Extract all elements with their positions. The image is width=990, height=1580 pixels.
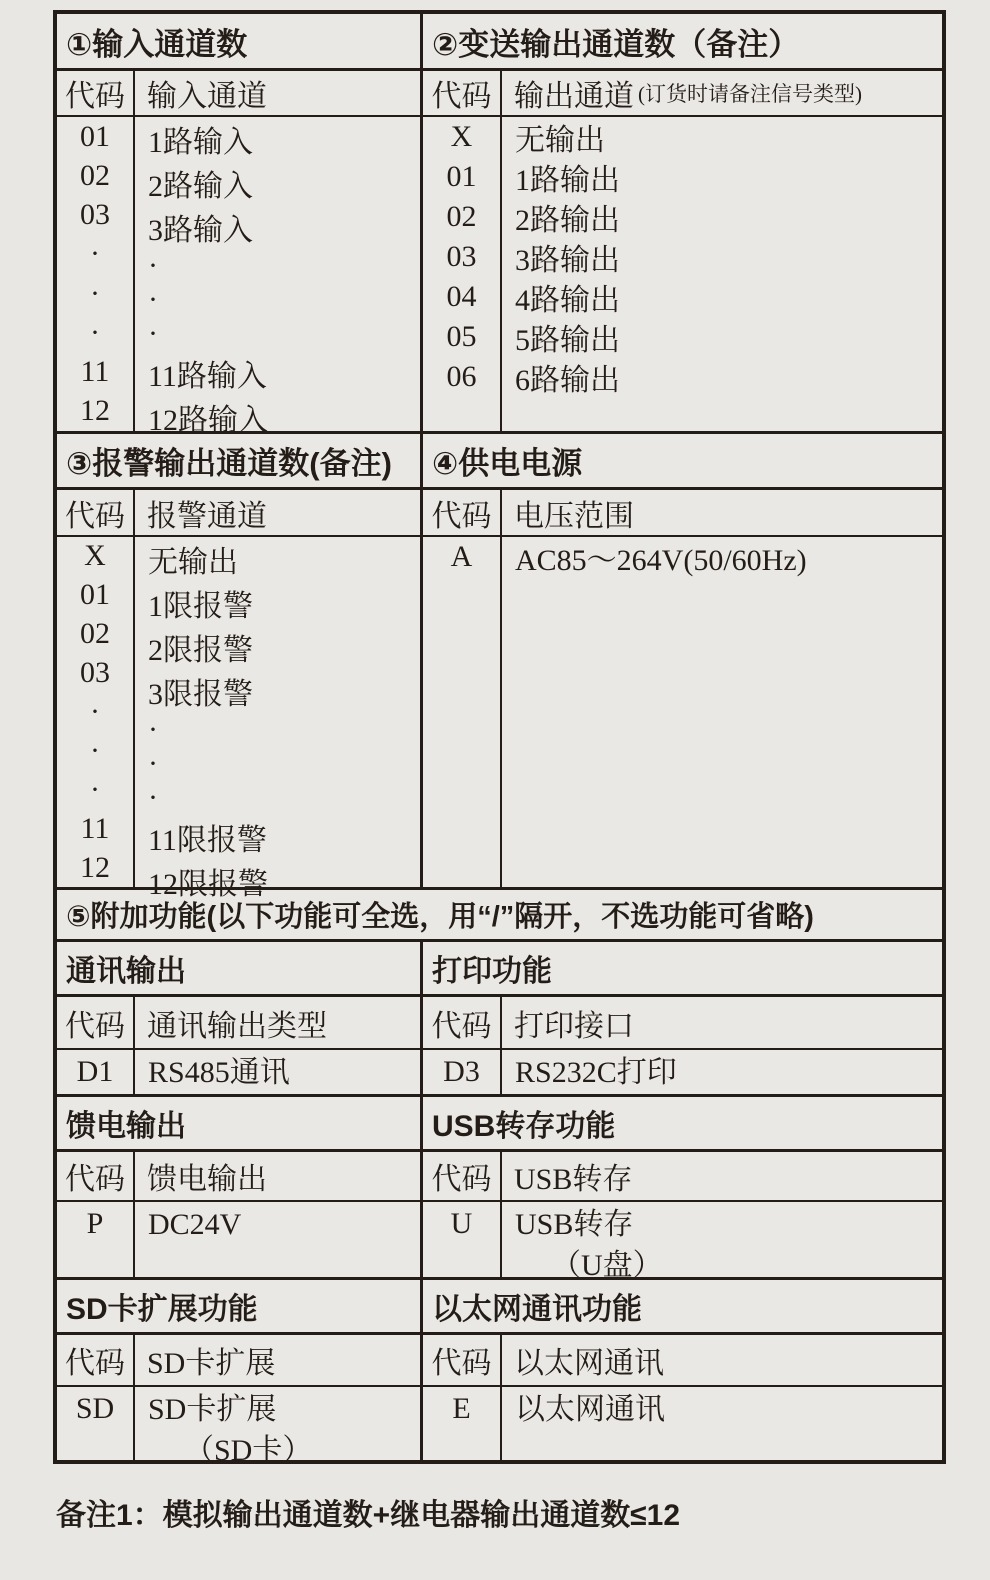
code-column-header: 代码 [57, 1152, 135, 1200]
table-cell: 1路输入 [148, 126, 253, 159]
band3-subtitle-row [57, 1280, 942, 1335]
table-cell: 6路输出 [515, 364, 620, 397]
table-cell: 无输出 [515, 124, 605, 157]
output-code-column [423, 117, 502, 431]
table-cell: 02 [446, 200, 477, 233]
output-value-column [502, 117, 942, 431]
band2-header-row [57, 1152, 942, 1202]
table-cell: （SD卡） [184, 1434, 313, 1467]
table-cell: 03 [80, 198, 110, 232]
table-cell: SD卡扩展 [148, 1393, 277, 1426]
print-function-subtitle: 打印功能 [432, 955, 552, 988]
table-cell: AC85～264V(50/60Hz) [515, 544, 807, 577]
table-cell: D1 [76, 1055, 114, 1088]
code-column-header: 代码 [423, 997, 502, 1048]
table-cell: 1限报警 [148, 590, 253, 623]
ethernet-subtitle: 以太网通讯功能 [432, 1293, 642, 1326]
table-cell: · [148, 713, 158, 746]
table-cell: 11 [80, 811, 110, 845]
table-cell: 12 [80, 394, 110, 428]
table-cell: 2限报警 [148, 634, 253, 667]
usb-dump-header: USB转存 [514, 1163, 633, 1196]
table-cell: RS485通讯 [148, 1056, 290, 1089]
band1-header-row [57, 997, 942, 1050]
table-cell: · [90, 276, 100, 310]
table-cell: 04 [446, 280, 477, 313]
table-cell: · [148, 283, 158, 316]
power-value-column [502, 537, 942, 887]
table-cell: 01 [80, 119, 110, 153]
table-cell: 无输出 [148, 546, 238, 579]
table-cell: · [90, 772, 100, 806]
section2-data-row [57, 537, 942, 901]
alarm-channel-column-header: 报警通道 [147, 499, 267, 533]
code-column-header: 代码 [57, 997, 135, 1048]
comm-output-subtitle: 通讯输出 [66, 955, 186, 988]
section1-left-title-cell [57, 14, 423, 68]
table-cell: 02 [80, 158, 110, 192]
code-column-header: 代码 [57, 490, 135, 535]
table-cell: 以太网通讯 [515, 1393, 665, 1426]
table-cell: 3路输出 [515, 244, 620, 277]
table-cell: 01 [80, 578, 110, 612]
code-column-header: 代码 [423, 1152, 502, 1200]
table-cell: USB转存 [515, 1208, 634, 1241]
table-cell: 03 [446, 240, 477, 273]
table-cell: 12 [80, 850, 110, 884]
table-cell: 03 [80, 656, 110, 690]
table-cell: DC24V [148, 1208, 242, 1241]
table-cell: 12路输入 [148, 404, 268, 437]
table-cell: 11 [80, 355, 110, 389]
alarm-value-column [135, 537, 420, 901]
alarm-code-column [57, 537, 135, 887]
code-column-header: 代码 [57, 1335, 135, 1385]
table-cell: 1路输出 [515, 164, 620, 197]
table-cell: 02 [80, 617, 110, 651]
table-cell: · [90, 733, 100, 767]
sd-card-subtitle: SD卡扩展功能 [66, 1293, 258, 1326]
section5-title-row [57, 890, 942, 942]
table-cell: · [148, 249, 158, 282]
power-code-column [423, 537, 502, 887]
print-interface-header: 打印接口 [514, 1009, 634, 1043]
feed-output-header: 馈电输出 [147, 1163, 267, 1196]
section1-title-row [57, 14, 942, 71]
usb-dump-subtitle: USB转存功能 [432, 1110, 616, 1143]
input-channel-column-header: 输入通道 [147, 80, 267, 113]
table-cell: · [148, 747, 158, 780]
feed-output-subtitle: 馈电输出 [66, 1110, 186, 1143]
voltage-range-column-header: 电压范围 [514, 499, 634, 533]
table-cell: 2路输入 [148, 170, 253, 203]
output-channel-column-header: 输出通道 [514, 80, 634, 113]
table-cell: 12限报警 [148, 868, 268, 901]
table-cell: X [450, 120, 473, 153]
input-value-column [135, 117, 420, 437]
code-column-header: 代码 [423, 1335, 502, 1385]
table-cell: 2路输出 [515, 204, 620, 237]
band1-subtitle-row [57, 942, 942, 997]
band3-data-row [57, 1387, 942, 1467]
transmit-output-title: ②变送输出通道数（备注） [432, 26, 800, 62]
table-cell: · [148, 317, 158, 350]
band2-data-row [57, 1202, 942, 1280]
code-column-header: 代码 [57, 71, 135, 115]
alarm-output-title: ③报警输出通道数(备注) [66, 446, 392, 481]
table-cell: P [86, 1207, 104, 1240]
table-cell: RS232C打印 [515, 1056, 677, 1089]
input-code-column [57, 117, 135, 431]
ordering-spec-table [53, 10, 946, 1467]
code-column-header: 代码 [423, 490, 502, 535]
table-cell: 11限报警 [148, 824, 267, 857]
input-channels-title: ①输入通道数 [66, 26, 248, 62]
section2-header-row [57, 490, 942, 537]
table-cell: U [450, 1207, 473, 1240]
table-cell: A [450, 540, 473, 573]
table-cell: 4路输出 [515, 284, 620, 317]
section1-header-row [57, 71, 942, 117]
additional-functions-title: ⑤附加功能(以下功能可全选，用“/”隔开，不选功能可省略) [66, 901, 814, 933]
table-cell: D3 [443, 1055, 480, 1088]
ethernet-header: 以太网通讯 [514, 1347, 664, 1380]
table-cell: 06 [446, 360, 477, 393]
power-supply-title: ④供电电源 [432, 446, 583, 481]
comm-output-type-header: 通讯输出类型 [147, 1009, 327, 1043]
footnote-remark1: 备注1：模拟输出通道数+继电器输出通道数≤12 [56, 1499, 681, 1532]
table-cell: 5路输出 [515, 324, 620, 357]
table-cell: 3限报警 [148, 678, 253, 711]
table-cell: SD [75, 1392, 115, 1425]
table-cell: 05 [446, 320, 477, 353]
band2-subtitle-row [57, 1097, 942, 1152]
table-cell: 11路输入 [148, 360, 267, 393]
section2-title-row [57, 434, 942, 490]
section1-right-title-cell [423, 14, 942, 68]
table-cell: · [148, 781, 158, 814]
code-column-header: 代码 [423, 71, 502, 115]
table-cell: 01 [446, 160, 477, 193]
table-cell: X [84, 539, 106, 573]
table-cell: E [452, 1392, 471, 1425]
table-cell: （U盘） [551, 1249, 663, 1282]
output-channel-header-note: (订货时请备注信号类型) [638, 82, 862, 106]
section1-data-row [57, 117, 942, 437]
table-cell: · [90, 237, 100, 271]
band1-data-row [57, 1050, 942, 1097]
table-cell: 3路输入 [148, 214, 253, 247]
table-cell: · [90, 694, 100, 728]
table-cell: · [90, 315, 100, 349]
band3-header-row [57, 1335, 942, 1387]
sd-card-header: SD卡扩展 [147, 1347, 276, 1380]
